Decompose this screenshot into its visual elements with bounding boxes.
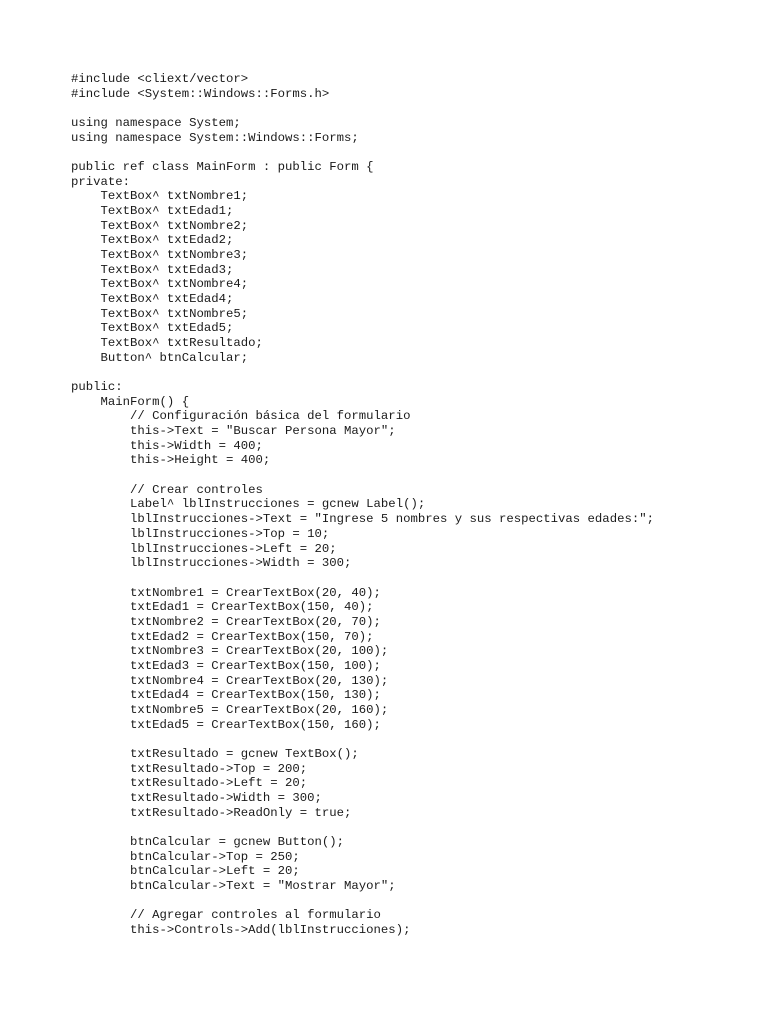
code-line: txtNombre5 = CrearTextBox(20, 160);: [71, 702, 389, 717]
code-line: txtEdad2 = CrearTextBox(150, 70);: [71, 629, 374, 644]
code-line: public:: [71, 380, 123, 395]
code-line: [71, 145, 751, 160]
code-line: TextBox^ txtEdad4;: [71, 292, 234, 307]
code-line: [71, 468, 751, 483]
code-line: this->Height = 400;: [71, 453, 271, 468]
code-line: TextBox^ txtEdad2;: [71, 233, 234, 248]
code-line: [71, 732, 751, 747]
code-line: TextBox^ txtNombre3;: [71, 248, 249, 263]
code-line: txtNombre2 = CrearTextBox(20, 70);: [71, 614, 381, 629]
code-line: [71, 571, 751, 586]
code-line: txtNombre3 = CrearTextBox(20, 100);: [71, 644, 389, 659]
code-line: lblInstrucciones->Text = "Ingrese 5 nombres y sus respectivas edades:";: [71, 512, 654, 527]
code-line: [71, 101, 751, 116]
code-line: TextBox^ txtNombre4;: [71, 277, 249, 292]
code-line: txtEdad1 = CrearTextBox(150, 40);: [71, 600, 374, 615]
code-line: txtEdad3 = CrearTextBox(150, 100);: [71, 658, 381, 673]
code-line: private:: [71, 174, 131, 189]
code-line: this->Width = 400;: [71, 438, 263, 453]
code-line: TextBox^ txtEdad1;: [71, 204, 234, 219]
code-line: txtResultado->Left = 20;: [71, 776, 308, 791]
code-line: btnCalcular = gcnew Button();: [71, 834, 345, 849]
code-line: txtResultado = gcnew TextBox();: [71, 746, 359, 761]
code-line: [71, 365, 751, 380]
code-line: Label^ lblInstrucciones = gcnew Label();: [71, 497, 426, 512]
code-line: TextBox^ txtEdad3;: [71, 262, 234, 277]
code-line: TextBox^ txtNombre5;: [71, 306, 249, 321]
code-line: #include <cliext/vector>: [71, 72, 249, 86]
code-line: btnCalcular->Text = "Mostrar Mayor";: [71, 878, 396, 893]
code-line: [71, 820, 751, 835]
code-line: lblInstrucciones->Width = 300;: [71, 556, 352, 571]
code-line: btnCalcular->Top = 250;: [71, 849, 300, 864]
code-line: lblInstrucciones->Top = 10;: [71, 526, 330, 541]
code-line: [71, 894, 751, 909]
code-line: btnCalcular->Left = 20;: [71, 864, 300, 879]
code-line: this->Controls->Add(lblInstrucciones);: [71, 922, 411, 937]
code-line: Button^ btnCalcular;: [71, 350, 249, 365]
code-line: TextBox^ txtNombre2;: [71, 218, 249, 233]
code-line: TextBox^ txtNombre1;: [71, 189, 249, 204]
code-line: TextBox^ txtResultado;: [71, 336, 263, 351]
code-line: // Crear controles: [71, 482, 263, 497]
code-line: txtEdad5 = CrearTextBox(150, 160);: [71, 717, 381, 732]
code-line: txtNombre4 = CrearTextBox(20, 130);: [71, 673, 389, 688]
code-line: using namespace System;: [71, 116, 241, 131]
code-line: txtEdad4 = CrearTextBox(150, 130);: [71, 688, 381, 703]
code-line: #include <System::Windows::Forms.h>: [71, 86, 330, 101]
code-line: this->Text = "Buscar Persona Mayor";: [71, 424, 396, 439]
code-line: MainForm() {: [71, 394, 190, 409]
code-listing: [71, 72, 751, 938]
code-line: txtResultado->ReadOnly = true;: [71, 805, 352, 820]
code-line: txtResultado->Top = 200;: [71, 761, 308, 776]
code-line: TextBox^ txtEdad5;: [71, 321, 234, 336]
code-line: // Agregar controles al formulario: [71, 908, 381, 923]
code-line: using namespace System::Windows::Forms;: [71, 130, 359, 145]
code-line: public ref class MainForm : public Form {: [71, 160, 374, 175]
code-line: // Configuración básica del formulario: [71, 409, 411, 424]
code-line: lblInstrucciones->Left = 20;: [71, 541, 337, 556]
code-line: txtNombre1 = CrearTextBox(20, 40);: [71, 585, 381, 600]
code-line: txtResultado->Width = 300;: [71, 790, 322, 805]
